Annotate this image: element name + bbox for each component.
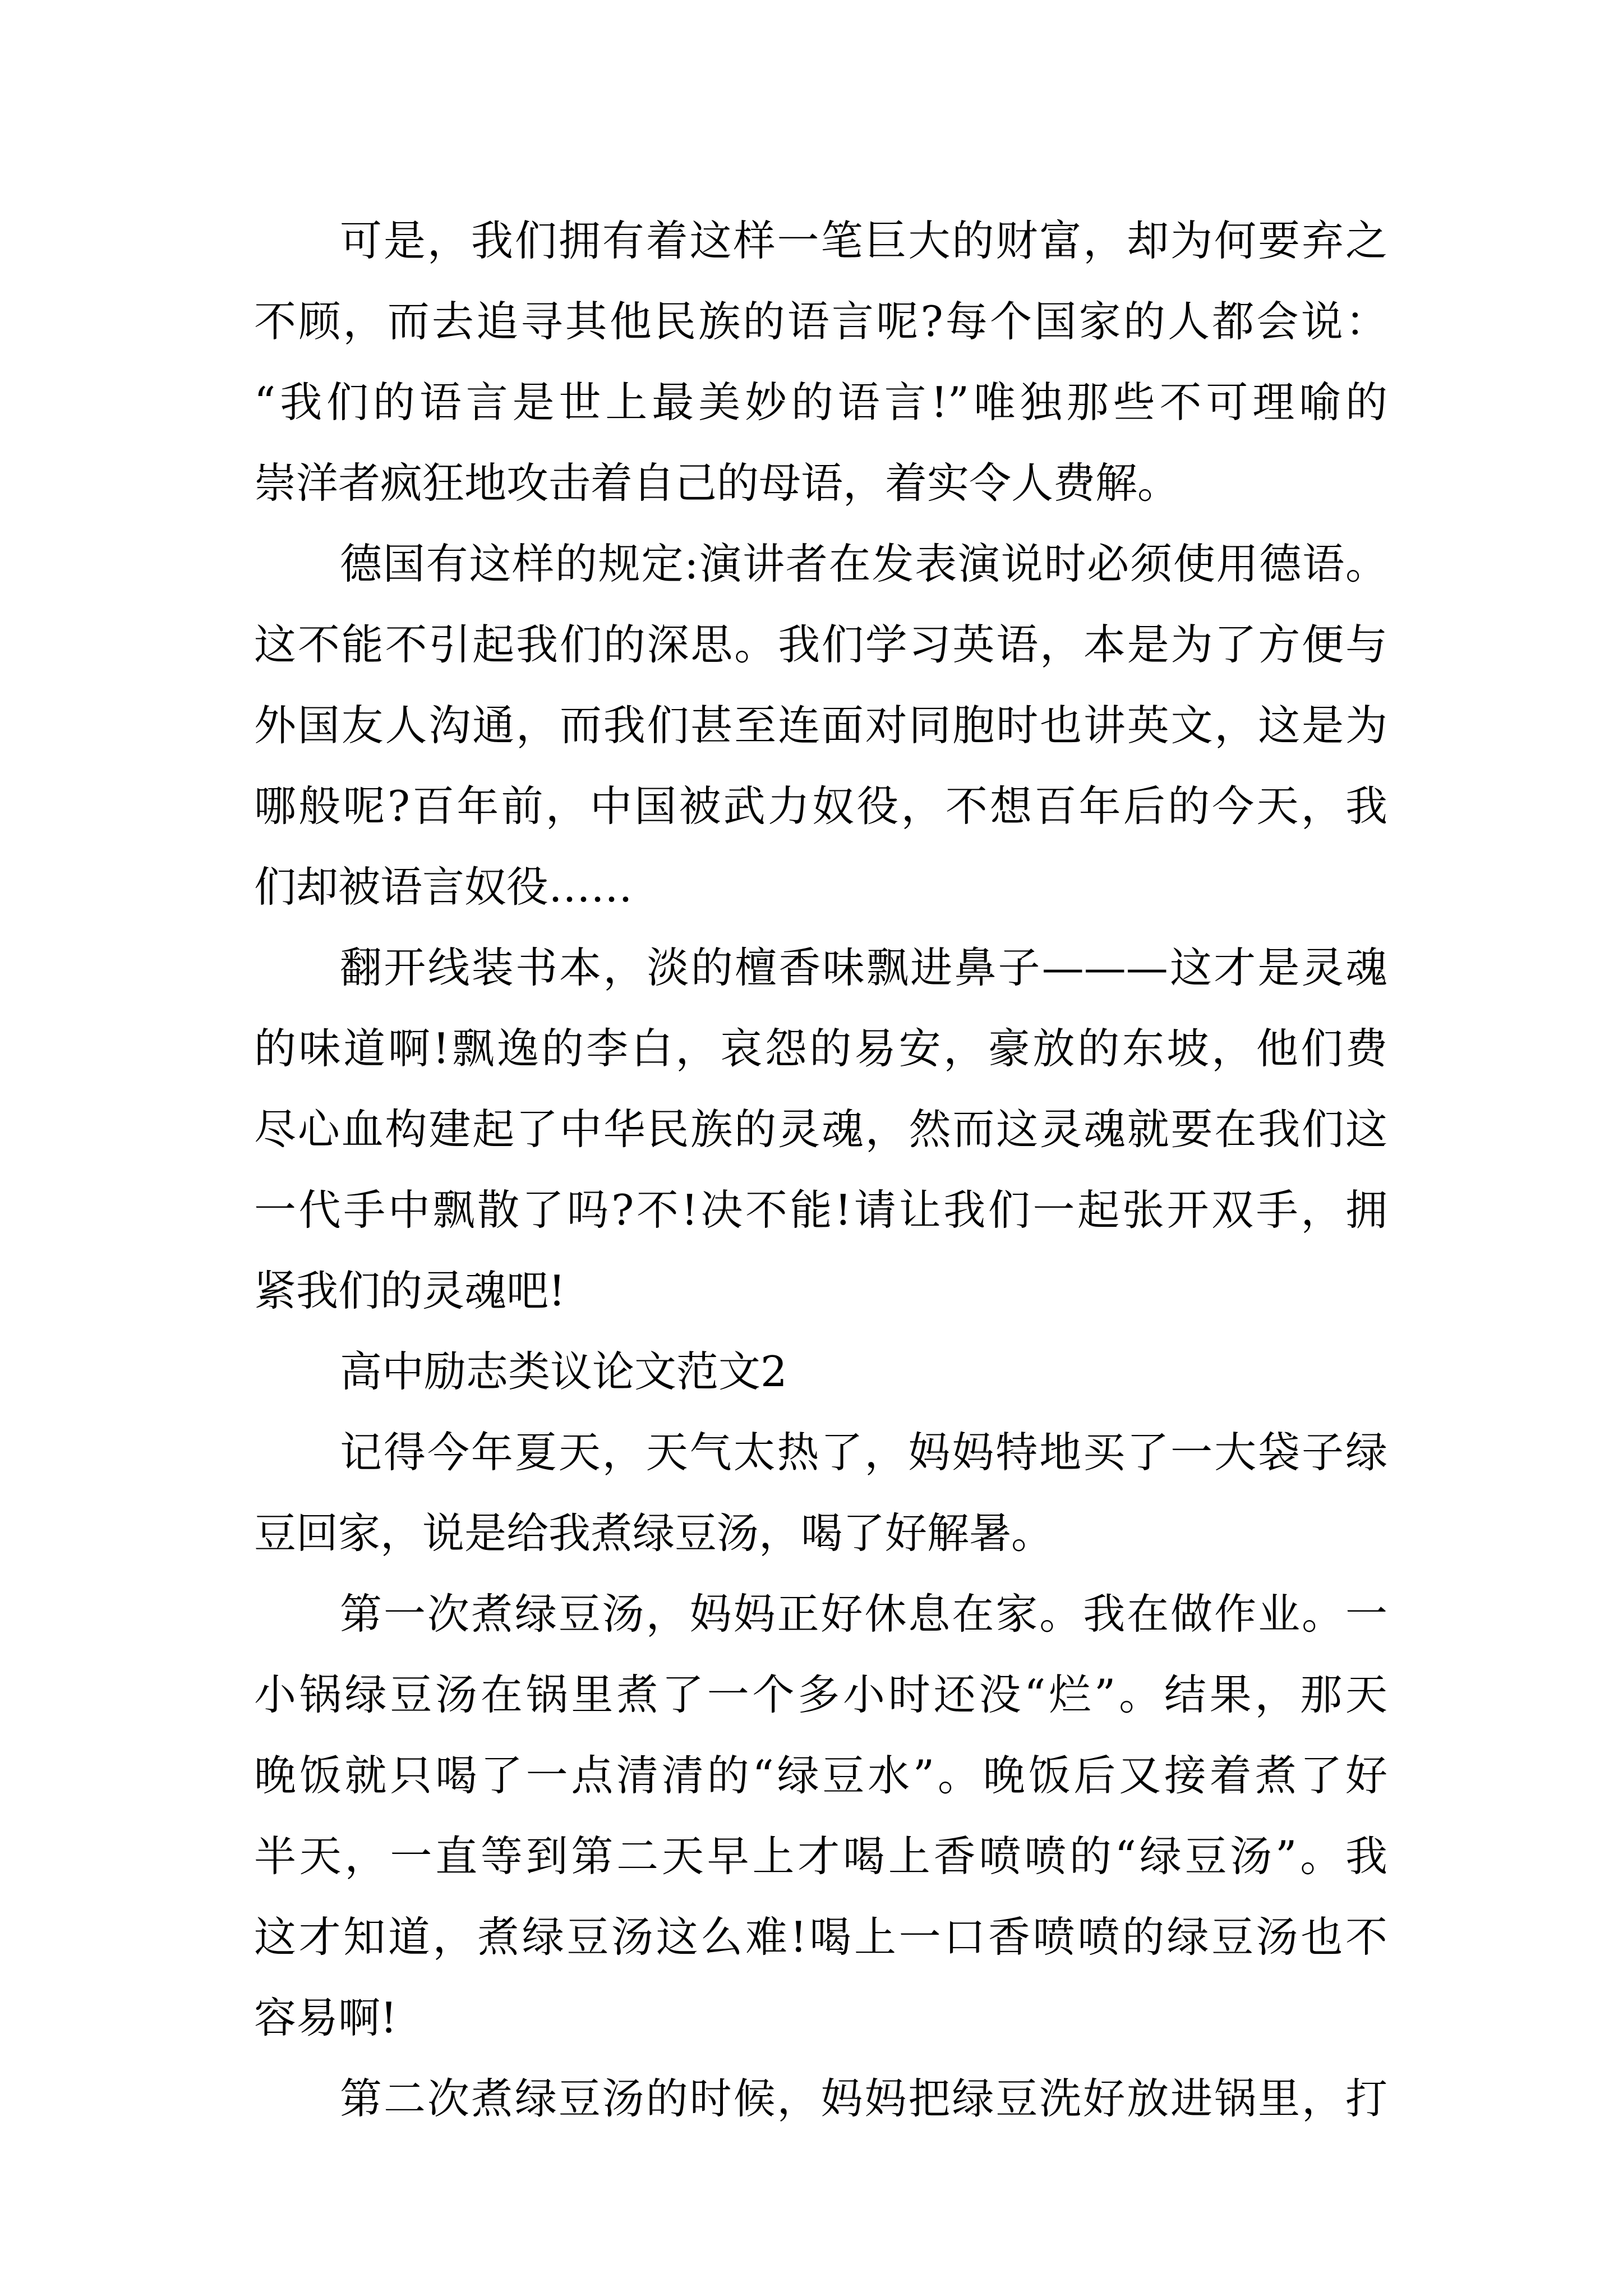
section-heading: 高中励志类议论文范文2 (340, 1347, 787, 1396)
text-line: 尽心血构建起了中华民族的灵魂，然而这灵魂就要在我们这 (254, 1105, 1387, 1154)
paragraph (254, 523, 1387, 927)
paragraph (254, 2058, 1387, 2139)
text-line: 晚饭就只喝了一点清清的“绿豆水”。晚饭后又接着煮了好 (254, 1751, 1387, 1800)
text-line: 半天，一直等到第二天早上才喝上香喷喷的“绿豆汤”。我 (254, 1832, 1387, 1881)
paragraph (254, 927, 1387, 1331)
text-line: 第一次煮绿豆汤，妈妈正好休息在家。我在做作业。一 (340, 1589, 1387, 1639)
text-line: “我们的语言是世上最美妙的语言!”唯独那些不可理喻的 (254, 378, 1387, 427)
text-line: 不顾，而去追寻其他民族的语言呢?每个国家的人都会说： (254, 297, 1387, 346)
text-line: 紧我们的灵魂吧! (254, 1266, 566, 1315)
text-line: 外国友人沟通，而我们甚至连面对同胞时也讲英文，这是为 (254, 701, 1387, 750)
document-body (254, 200, 1387, 2139)
paragraph (254, 1412, 1387, 1573)
text-line: 小锅绿豆汤在锅里煮了一个多小时还没“烂”。结果，那天 (254, 1670, 1387, 1719)
text-line: 豆回家，说是给我煮绿豆汤，喝了好解暑。 (254, 1508, 1054, 1558)
text-line: 记得今年夏天，天气太热了，妈妈特地买了一大袋子绿 (340, 1428, 1387, 1477)
paragraph (254, 200, 1387, 523)
text-line: 的味道啊!飘逸的李白，哀怨的易安，豪放的东坡，他们费 (254, 1024, 1387, 1073)
text-line: 这才知道，煮绿豆汤这么难!喝上一口香喷喷的绿豆汤也不 (254, 1912, 1387, 1962)
paragraph (254, 1573, 1387, 2058)
text-line: 哪般呢?百年前，中国被武力奴役，不想百年后的今天，我 (254, 781, 1387, 831)
text-line: 一代手中飘散了吗?不!决不能!请让我们一起张开双手，拥 (254, 1185, 1387, 1235)
text-line: 第二次煮绿豆汤的时候，妈妈把绿豆洗好放进锅里，打 (340, 2074, 1387, 2123)
text-line: 崇洋者疯狂地攻击着自己的母语，着实令人费解。 (254, 458, 1180, 508)
text-line: 容易啊! (254, 1993, 398, 2042)
text-line: 们却被语言奴役…… (254, 862, 633, 912)
section-heading-paragraph (254, 1331, 1387, 1412)
text-line: 可是，我们拥有着这样一笔巨大的财富，却为何要弃之 (340, 216, 1387, 265)
text-line: 翻开线装书本，淡的檀香味飘进鼻子———这才是灵魂 (340, 943, 1387, 992)
text-line: 这不能不引起我们的深思。我们学习英语，本是为了方便与 (254, 620, 1387, 669)
text-line: 德国有这样的规定:演讲者在发表演说时必须使用德语。 (340, 539, 1387, 588)
